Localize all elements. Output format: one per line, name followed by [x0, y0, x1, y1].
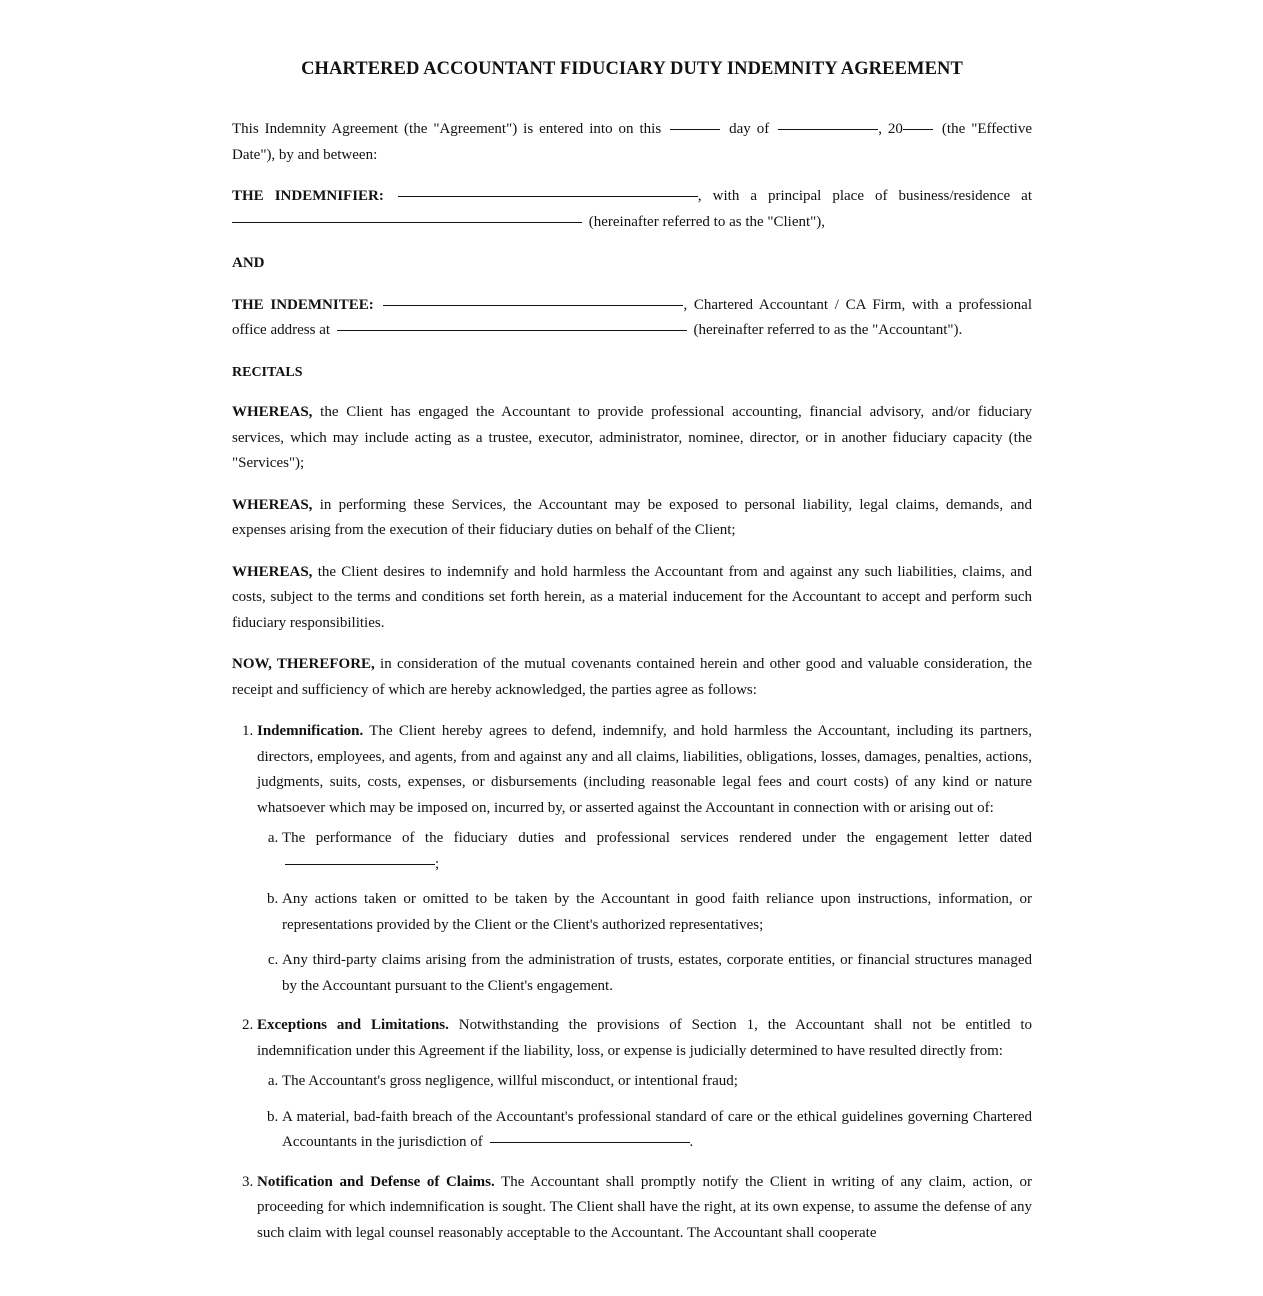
now-therefore-text: in consideration of the mutual covenants contained herein and other good and valuable consideration, the receipt and sufficiency of which are hereby acknowledged, the parties agree as follows:: [232, 656, 1032, 698]
section-text: Notwithstanding the provisions of Section 1, the Accountant shall not be entitled to indemnification under this Agreement if the liability, loss, or expense is judicially determined to have resulted directly from:: [257, 1017, 1032, 1059]
section-indemnification: [257, 719, 1032, 999]
indemnifier-paragraph: [232, 184, 1032, 235]
intro-text-3: , 20: [878, 121, 903, 137]
recital-paragraph: [232, 493, 1032, 544]
section-text: The Accountant shall promptly notify the Client in writing of any claim, action, or proceeding for which indemnification is sought. The Client shall have the right, at its own expense, to assume the defense of any such claim with legal counsel reasonably acceptable to the Accountant. The Accountant shall cooperate: [257, 1173, 1032, 1241]
indemnifier-text-1: , with a principal place of business/residence at: [697, 188, 1032, 204]
sections-list: [232, 719, 1032, 1246]
and-separator: AND: [232, 255, 265, 271]
recitals-heading: RECITALS: [232, 364, 303, 380]
document-title: CHARTERED ACCOUNTANT FIDUCIARY DUTY INDEMNITY AGREEMENT: [301, 59, 963, 79]
recital-paragraph: [232, 560, 1032, 637]
month-blank[interactable]: [778, 128, 878, 130]
indemnifier-address-blank[interactable]: [232, 221, 582, 223]
recital-lead: WHEREAS,: [232, 563, 313, 580]
indemnitee-paragraph: [232, 293, 1032, 344]
subsection-text: The performance of the fiduciary duties and professional services rendered under the engagement letter dated: [282, 830, 1032, 846]
recital-lead: WHEREAS,: [232, 404, 313, 420]
indemnitee-name-blank[interactable]: [383, 304, 683, 306]
agreement-document: [232, 56, 1032, 1260]
indemnitee-text-2: (hereinafter referred to as the "Accountant").: [693, 322, 963, 338]
section-heading: Exceptions and Limitations.: [257, 1017, 449, 1033]
section-heading: Indemnification.: [257, 723, 364, 739]
subsection-text: The Accountant's gross negligence, willful misconduct, or intentional fraud;: [282, 1073, 738, 1089]
intro-text-4: (the "Effective Date"), by and between:: [232, 121, 1033, 163]
intro-text-1: This Indemnity Agreement (the "Agreement") is entered into on this: [232, 121, 662, 137]
section-heading: Notification and Defense of Claims.: [257, 1173, 495, 1190]
subsection-text: A material, bad-faith breach of the Accountant's professional standard of care or the ethical guidelines governing Chartered Accountants in the jurisdiction of: [282, 1108, 1032, 1150]
indemnifier-name-blank[interactable]: [398, 195, 698, 197]
section-notification: [257, 1170, 1032, 1247]
subsection-item: [282, 887, 1032, 938]
recital-text: in performing these Services, the Accountant may be exposed to personal liability, legal claims, demands, and expenses arising from the execution of their fiduciary duties on behalf of the Client;: [232, 496, 1033, 538]
recital-text: the Client desires to indemnify and hold harmless the Accountant from and against any such liabilities, claims, and costs, subject to the terms and conditions set forth herein, as a material inducement for the Accountant to accept and perform such fiduciary responsibilities.: [232, 563, 1033, 631]
indemnitee-text-1: , Chartered Accountant / CA Firm, with a professional office address at: [232, 296, 1032, 338]
indemnitee-label: THE INDEMNITEE:: [232, 296, 374, 313]
year-blank[interactable]: [903, 128, 933, 130]
subsection-suffix: .: [689, 1134, 694, 1150]
subsection-text: Any actions taken or omitted to be taken by the Accountant in good faith reliance upon instructions, information, or representations provided by the Client or the Client's authorized representatives;: [282, 891, 1032, 933]
section-text: The Client hereby agrees to defend, indemnify, and hold harmless the Accountant, including its partners, directors, employees, and agents, from and against any and all claims, liabilities, obligations, losses, damages, penalties, actions, judgments, suits, costs, expenses, or disbursements (including reasonable legal fees and court costs) of any kind or nature whatsoever which may be imposed on, incurred by, or asserted against the Accountant in connection with or arising out of:: [257, 723, 1033, 816]
recital-lead: WHEREAS,: [232, 496, 313, 513]
recital-text: the Client has engaged the Accountant to provide professional accounting, financial advisory, and/or fiduciary services, which may include acting as a trustee, executor, administrator, nominee, director, or in another fiduciary capacity (the "Services");: [232, 404, 1032, 471]
intro-paragraph: [232, 117, 1032, 168]
jurisdiction-blank[interactable]: [490, 1141, 690, 1143]
subsection-text: Any third-party claims arising from the administration of trusts, estates, corporate entities, or financial structures managed by the Accountant pursuant to the Client's engagement.: [282, 952, 1032, 994]
subsection-item: [282, 948, 1032, 999]
recital-paragraph: [232, 400, 1032, 477]
engagement-date-blank[interactable]: [285, 863, 435, 865]
subsection-list: [257, 826, 1032, 999]
now-therefore-paragraph: [232, 652, 1032, 703]
subsection-item: [282, 1069, 1032, 1095]
now-therefore-lead: NOW, THEREFORE,: [232, 656, 375, 672]
day-blank[interactable]: [670, 128, 720, 130]
indemnitee-address-blank[interactable]: [337, 329, 687, 331]
intro-text-2: day of: [729, 121, 770, 137]
section-exceptions: [257, 1013, 1032, 1156]
indemnifier-label: THE INDEMNIFIER:: [232, 188, 384, 204]
subsection-item: [282, 1105, 1032, 1156]
indemnifier-text-2: (hereinafter referred to as the "Client"),: [588, 213, 826, 230]
subsection-list: [257, 1069, 1032, 1156]
subsection-suffix: ;: [435, 855, 440, 872]
subsection-item: [282, 826, 1032, 877]
